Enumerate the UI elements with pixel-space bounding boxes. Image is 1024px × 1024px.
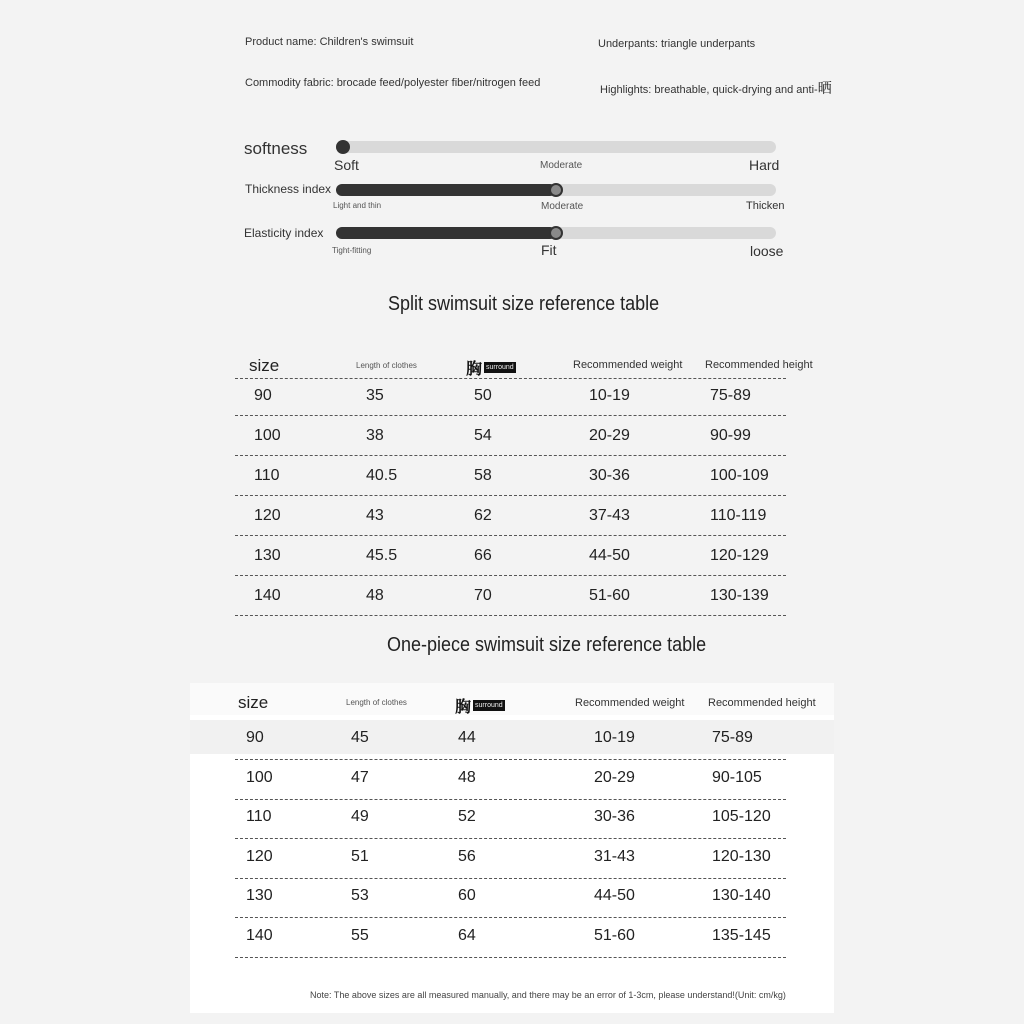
onepiece-header-height: Recommended height bbox=[708, 697, 816, 709]
split-table-row-row-divider bbox=[235, 575, 786, 576]
elasticity-fill bbox=[336, 227, 556, 239]
split-table-row-cell: 45.5 bbox=[366, 547, 398, 564]
split-table-row-cell: 58 bbox=[474, 467, 492, 484]
elasticity-right: loose bbox=[750, 243, 784, 259]
split-table-row-cell: 130-139 bbox=[710, 587, 769, 604]
split-table-row-cell: 38 bbox=[366, 427, 384, 444]
highlights-text: Highlights: breathable, quick-drying and anti- bbox=[600, 84, 818, 96]
onepiece-table-row-cell: 75-89 bbox=[712, 729, 753, 746]
fabric-info: Commodity fabric: brocade feed/polyester fiber/nitrogen feed bbox=[245, 77, 541, 89]
onepiece-table-row-cell: 130 bbox=[246, 887, 273, 905]
split-table-row-cell: 110 bbox=[254, 467, 280, 484]
split-table-row-row-divider bbox=[235, 535, 786, 536]
split-header-line bbox=[235, 378, 786, 379]
onepiece-table-row-cell: 51 bbox=[351, 847, 369, 865]
onepiece-table-row-cell: 105-120 bbox=[712, 808, 771, 826]
onepiece-table-row-cell: 48 bbox=[458, 768, 476, 786]
thickness-right: Thicken bbox=[746, 200, 785, 212]
split-table-row-cell: 51-60 bbox=[589, 587, 630, 604]
split-header-bust bbox=[466, 356, 516, 379]
split-table-row-cell: 120 bbox=[254, 507, 281, 524]
split-table-row-cell: 62 bbox=[474, 507, 492, 524]
onepiece-header-weight: Recommended weight bbox=[575, 697, 685, 709]
split-table-row-cell: 90-99 bbox=[710, 427, 751, 444]
softness-track bbox=[336, 141, 776, 153]
onepiece-table-row-cell: 120-130 bbox=[712, 847, 771, 865]
scale-label-softness: softness bbox=[244, 139, 308, 158]
split-table-row-cell: 10-19 bbox=[589, 387, 630, 404]
footnote: Note: The above sizes are all measured manually, and there may be an error of 1-3cm, please understand!(Unit: cm/kg) bbox=[310, 990, 786, 1000]
onepiece-table-row-cell: 64 bbox=[458, 927, 476, 944]
onepiece-table-row-cell: 44-50 bbox=[594, 887, 635, 905]
onepiece-table-row-cell: 110 bbox=[246, 808, 272, 826]
split-table-row-row-divider bbox=[235, 495, 786, 496]
split-table-row-cell: 90 bbox=[254, 387, 272, 404]
thickness-left: Light and thin bbox=[333, 201, 382, 210]
onepiece-header-bust bbox=[455, 694, 505, 717]
onepiece-table-title: One-piece swimsuit size reference table bbox=[387, 634, 707, 656]
softness-left: Soft bbox=[334, 157, 359, 173]
onepiece-header-bust-box: surround bbox=[475, 702, 503, 709]
onepiece-table-row-cell: 53 bbox=[351, 887, 369, 905]
onepiece-table-row-cell: 90-105 bbox=[712, 768, 762, 786]
thickness-knob[interactable] bbox=[549, 183, 563, 197]
split-table-row-cell: 37-43 bbox=[589, 507, 630, 524]
split-table-row-cell: 120-129 bbox=[710, 547, 769, 564]
split-table-row-cell: 44-50 bbox=[589, 547, 630, 564]
split-table-row-cell: 70 bbox=[474, 587, 492, 604]
onepiece-table-row-cell: 60 bbox=[458, 887, 476, 905]
highlights-info bbox=[600, 78, 832, 98]
split-table-row-cell: 20-29 bbox=[589, 427, 630, 444]
split-table-row-cell: 40.5 bbox=[366, 467, 398, 484]
split-table-row-cell: 140 bbox=[254, 587, 281, 604]
onepiece-table-row-cell: 56 bbox=[458, 847, 476, 865]
split-header-bust-box: surround bbox=[486, 364, 514, 371]
onepiece-table-row-row-divider bbox=[235, 957, 786, 958]
split-table-row-cell: 35 bbox=[366, 387, 384, 404]
onepiece-table-row-cell: 120 bbox=[246, 847, 273, 865]
onepiece-table-row-cell: 90 bbox=[246, 729, 264, 746]
split-table-row-cell: 48 bbox=[366, 587, 384, 604]
onepiece-table-row-cell: 52 bbox=[458, 808, 476, 826]
split-table-row-cell: 110-119 bbox=[710, 507, 767, 524]
split-table-row-cell: 30-36 bbox=[589, 467, 630, 484]
split-table-row-row-divider bbox=[235, 615, 786, 616]
thickness-middle: Moderate bbox=[541, 201, 584, 212]
onepiece-header-bust-glyph: 胸 bbox=[455, 699, 472, 716]
onepiece-table-row-row-divider bbox=[235, 759, 786, 760]
split-header-size: size bbox=[249, 356, 280, 375]
split-header-weight: Recommended weight bbox=[573, 359, 683, 371]
split-table-row-cell: 50 bbox=[474, 387, 492, 404]
onepiece-table-row-cell: 51-60 bbox=[594, 927, 635, 944]
softness-right: Hard bbox=[749, 157, 780, 173]
split-table-row-cell: 130 bbox=[254, 547, 281, 564]
split-table-row-cell: 43 bbox=[366, 507, 384, 524]
onepiece-header-length: Length of clothes bbox=[346, 698, 407, 707]
onepiece-table-row-cell: 55 bbox=[351, 927, 369, 944]
split-table-row-row-divider bbox=[235, 455, 786, 456]
softness-middle: Moderate bbox=[540, 160, 583, 171]
split-header-length: Length of clothes bbox=[356, 361, 417, 370]
onepiece-table-row-cell: 30-36 bbox=[594, 808, 635, 826]
split-table-row-cell: 100 bbox=[254, 427, 281, 444]
onepiece-table-row-row-divider bbox=[235, 917, 786, 918]
onepiece-table-row-cell: 47 bbox=[351, 768, 369, 786]
split-table-row-cell: 75-89 bbox=[710, 387, 751, 404]
elasticity-track bbox=[336, 227, 776, 239]
split-header-height: Recommended height bbox=[705, 359, 813, 371]
highlights-tail: 晒 bbox=[817, 80, 832, 96]
softness-knob[interactable] bbox=[336, 140, 350, 154]
elasticity-left: Tight-fitting bbox=[332, 246, 372, 255]
split-table-row-row-divider bbox=[235, 415, 786, 416]
thickness-fill bbox=[336, 184, 556, 196]
scale-label-elasticity: Elasticity index bbox=[244, 226, 324, 240]
onepiece-table-row-row-divider bbox=[235, 838, 786, 839]
split-header-bust-glyph: 胸 bbox=[466, 361, 483, 378]
split-table-row-cell: 54 bbox=[474, 427, 492, 444]
onepiece-table-row-cell: 130-140 bbox=[712, 887, 771, 905]
underpants-info: Underpants: triangle underpants bbox=[598, 38, 756, 50]
split-table-title: Split swimsuit size reference table bbox=[388, 293, 660, 315]
scale-label-thickness: Thickness index bbox=[245, 182, 332, 196]
onepiece-table-row-cell: 100 bbox=[246, 768, 273, 786]
elasticity-knob[interactable] bbox=[549, 226, 563, 240]
onepiece-table-row-cell: 44 bbox=[458, 729, 476, 746]
split-table-row-cell: 66 bbox=[474, 547, 492, 564]
onepiece-table-row-cell: 135-145 bbox=[712, 927, 771, 944]
onepiece-table-row-cell: 20-29 bbox=[594, 768, 635, 786]
onepiece-table-row-row-divider bbox=[235, 799, 786, 800]
thickness-track bbox=[336, 184, 776, 196]
onepiece-table-row-cell: 49 bbox=[351, 808, 369, 826]
onepiece-header-size: size bbox=[238, 693, 269, 712]
onepiece-table-row-row-divider bbox=[235, 878, 786, 879]
product-name: Product name: Children's swimsuit bbox=[245, 36, 414, 48]
split-table-row-cell: 100-109 bbox=[710, 467, 769, 484]
onepiece-table-row-cell: 45 bbox=[351, 729, 369, 746]
onepiece-table-row-cell: 31-43 bbox=[594, 847, 635, 865]
elasticity-middle: Fit bbox=[541, 242, 557, 258]
onepiece-table-row-cell: 140 bbox=[246, 927, 273, 944]
onepiece-table-row-cell: 10-19 bbox=[594, 729, 635, 746]
